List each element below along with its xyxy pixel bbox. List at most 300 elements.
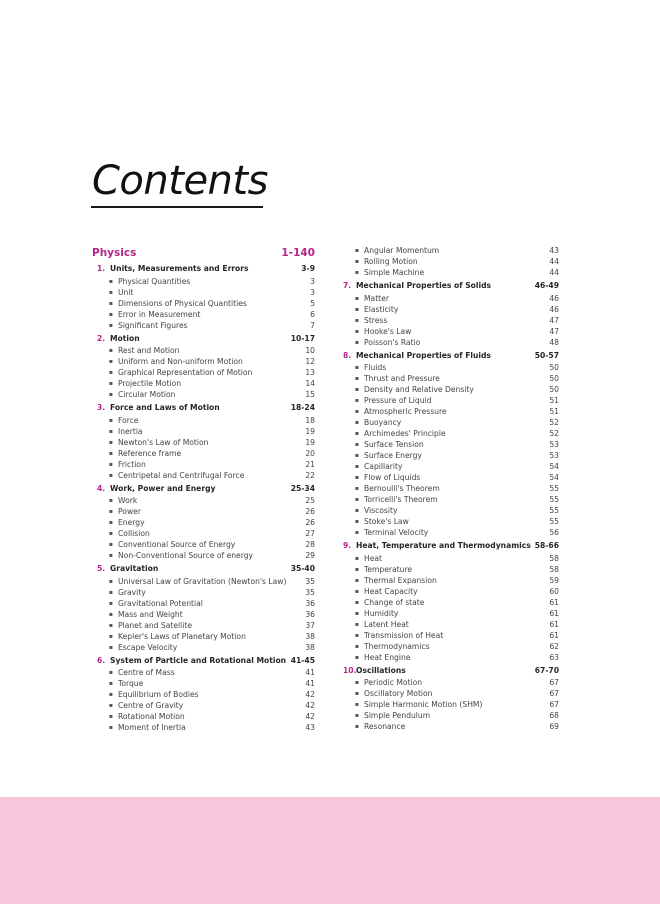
bullet-icon: ▪ xyxy=(354,723,359,730)
topic-title: Physical Quantities xyxy=(118,276,191,286)
bullet-icon: ▪ xyxy=(354,408,359,415)
topic-row xyxy=(338,619,559,630)
topic-page: 29 xyxy=(305,551,315,560)
bullet-icon: ▪ xyxy=(108,288,113,296)
bullet-icon: ▪ xyxy=(108,669,113,676)
topic-row xyxy=(92,517,315,528)
topic-row xyxy=(338,575,559,586)
topic-title: Significant Figures xyxy=(118,320,188,330)
topic-title: Pressure of Liquid xyxy=(364,396,432,405)
bullet-icon: ▪ xyxy=(108,310,113,318)
topic-page: 21 xyxy=(305,459,315,469)
topic-title: Torque xyxy=(118,679,144,688)
chapter-row xyxy=(92,563,315,575)
topic-page: 55 xyxy=(549,495,559,504)
topic-row xyxy=(338,362,559,373)
topic-page: 58 xyxy=(549,564,559,574)
chapter-number: 1. xyxy=(97,264,106,273)
topic-row xyxy=(338,304,559,315)
topic-row xyxy=(338,461,559,472)
bullet-icon: ▪ xyxy=(354,430,359,437)
bullet-icon: ▪ xyxy=(108,632,113,640)
bullet-icon: ▪ xyxy=(354,653,359,661)
topic-title: Oscillatory Motion xyxy=(364,689,433,698)
bullet-icon: ▪ xyxy=(354,247,359,254)
topic-page: 3 xyxy=(310,276,315,286)
topic-page: 50 xyxy=(549,363,559,372)
chapter-title: Force and Laws of Motion xyxy=(110,403,220,412)
topic-row xyxy=(338,326,559,337)
topic-page: 19 xyxy=(305,426,315,436)
topic-page: 52 xyxy=(549,429,559,438)
title-underline xyxy=(91,206,263,208)
chapter-pages: 58-66 xyxy=(534,541,559,550)
topic-page: 7 xyxy=(310,320,315,330)
chapter-pages: 50-57 xyxy=(534,350,559,360)
topic-row xyxy=(92,598,315,609)
subject-name: Physics xyxy=(92,247,137,259)
topic-row xyxy=(92,528,315,539)
topic-title: Temperature xyxy=(364,564,413,574)
topic-page: 61 xyxy=(549,619,559,629)
topic-row xyxy=(338,483,559,494)
chapter-pages: 18-24 xyxy=(290,403,315,412)
topic-page: 55 xyxy=(549,506,559,515)
bullet-icon: ▪ xyxy=(108,530,113,537)
topic-row xyxy=(338,688,559,699)
topic-title: Bernoulli's Theorem xyxy=(364,484,440,493)
chapter-number: 7. xyxy=(343,281,352,290)
topic-page: 12 xyxy=(305,357,315,366)
topic-page: 41 xyxy=(305,679,315,688)
topic-page: 63 xyxy=(549,652,559,662)
bullet-icon: ▪ xyxy=(354,587,359,595)
bullet-icon: ▪ xyxy=(354,364,359,371)
topic-title: Unit xyxy=(118,287,134,297)
topic-row xyxy=(338,384,559,395)
topic-title: Archimedes' Principle xyxy=(364,429,446,438)
topic-page: 44 xyxy=(549,268,559,277)
topic-title: Fluids xyxy=(364,363,387,372)
topic-page: 67 xyxy=(549,700,559,709)
topic-row xyxy=(92,678,315,689)
chapter-number: 3. xyxy=(97,403,106,412)
topic-page: 59 xyxy=(549,575,559,585)
chapter-title: Mechanical Properties of Fluids xyxy=(356,350,491,360)
topic-row xyxy=(338,677,559,688)
topic-title: Moment of Inertia xyxy=(118,723,186,732)
chapter-title: Gravitation xyxy=(110,564,159,573)
topic-row xyxy=(338,315,559,326)
topic-row xyxy=(338,450,559,461)
topic-page: 51 xyxy=(549,407,559,416)
topic-page: 48 xyxy=(549,337,559,347)
topic-title: Flow of Liquids xyxy=(364,473,421,482)
bullet-icon: ▪ xyxy=(354,529,359,536)
topic-title: Non-Conventional Source of energy xyxy=(118,551,254,560)
topic-title: Escape Velocity xyxy=(118,642,178,652)
bullet-icon: ▪ xyxy=(354,598,359,606)
topic-row xyxy=(92,495,315,506)
topic-row xyxy=(338,245,559,256)
bullet-icon: ▪ xyxy=(354,518,359,525)
chapter-title: Mechanical Properties of Solids xyxy=(356,281,492,290)
chapter-row xyxy=(92,333,315,345)
bullet-icon: ▪ xyxy=(354,397,359,404)
topic-row xyxy=(338,406,559,417)
topic-title: Gravitational Potential xyxy=(118,598,203,608)
topic-row xyxy=(92,711,315,722)
topic-title: Matter xyxy=(364,293,389,303)
bullet-icon: ▪ xyxy=(354,386,359,393)
topic-row xyxy=(92,470,315,481)
topic-row xyxy=(338,494,559,505)
bullet-icon: ▪ xyxy=(108,680,113,687)
topic-title: Newton's Law of Motion xyxy=(118,437,209,447)
topic-page: 67 xyxy=(549,678,559,687)
bullet-icon: ▪ xyxy=(354,631,359,639)
topic-page: 67 xyxy=(549,689,559,698)
topic-title: Dimensions of Physical Quantities xyxy=(118,298,247,308)
chapter-row xyxy=(92,483,315,495)
bullet-icon: ▪ xyxy=(354,338,359,346)
bullet-icon: ▪ xyxy=(354,316,359,324)
topic-page: 37 xyxy=(305,620,315,630)
bullet-icon: ▪ xyxy=(108,438,113,446)
topic-page: 6 xyxy=(310,309,315,319)
topic-page: 69 xyxy=(549,722,559,731)
topic-row xyxy=(92,345,315,356)
topic-page: 68 xyxy=(549,711,559,720)
bullet-icon: ▪ xyxy=(354,690,359,697)
bullet-icon: ▪ xyxy=(108,599,113,607)
topic-row xyxy=(92,298,315,309)
bullet-icon: ▪ xyxy=(108,577,113,585)
topic-page: 22 xyxy=(305,470,315,480)
topic-page: 54 xyxy=(549,462,559,471)
bullet-icon: ▪ xyxy=(108,391,113,398)
topic-row xyxy=(92,722,315,733)
chapter-title: System of Particle and Rotational Motion xyxy=(110,655,287,665)
topic-row xyxy=(92,550,315,561)
topic-row xyxy=(92,631,315,642)
topic-row xyxy=(338,293,559,304)
topic-title: Thrust and Pressure xyxy=(364,374,440,383)
topic-title: Rest and Motion xyxy=(118,346,180,355)
topic-title: Thermodynamics xyxy=(364,641,430,651)
topic-title: Friction xyxy=(118,459,146,469)
topic-row xyxy=(92,276,315,287)
topic-title: Centre of Mass xyxy=(118,668,175,677)
bullet-icon: ▪ xyxy=(354,620,359,628)
topic-page: 35 xyxy=(305,587,315,597)
topic-page: 53 xyxy=(549,440,559,449)
topic-row xyxy=(338,256,559,267)
topic-title: Gravity xyxy=(118,587,146,597)
topic-row xyxy=(338,373,559,384)
topic-row xyxy=(92,700,315,711)
topic-row xyxy=(338,527,559,538)
topic-row xyxy=(338,597,559,608)
topic-row xyxy=(338,417,559,428)
topic-page: 42 xyxy=(305,690,315,699)
topic-page: 18 xyxy=(305,415,315,425)
topic-page: 15 xyxy=(305,390,315,399)
bullet-icon: ▪ xyxy=(108,380,113,387)
bullet-icon: ▪ xyxy=(354,474,359,481)
bullet-icon: ▪ xyxy=(108,449,113,457)
subject-header xyxy=(92,245,315,261)
topic-page: 50 xyxy=(549,385,559,394)
bullet-icon: ▪ xyxy=(354,576,359,584)
topic-title: Buoyancy xyxy=(364,418,402,427)
chapter-title: Motion xyxy=(110,333,140,343)
topic-row xyxy=(338,553,559,564)
bullet-icon: ▪ xyxy=(108,713,113,720)
topic-page: 62 xyxy=(549,641,559,651)
topic-title: Rolling Motion xyxy=(364,257,418,266)
chapter-row xyxy=(92,655,315,667)
bullet-icon: ▪ xyxy=(108,277,113,285)
chapter-pages: 3-9 xyxy=(301,264,315,273)
topic-page: 5 xyxy=(310,298,315,308)
topic-title: Humidity xyxy=(364,608,399,618)
topic-page: 38 xyxy=(305,642,315,652)
chapter-number: 8. xyxy=(343,350,352,360)
topic-row xyxy=(338,699,559,710)
topic-row xyxy=(92,642,315,653)
topic-page: 50 xyxy=(549,374,559,383)
topic-title: Transmission of Heat xyxy=(364,630,444,640)
chapter-number: 5. xyxy=(97,564,106,573)
topic-title: Energy xyxy=(118,518,145,527)
topic-title: Angular Momentum xyxy=(364,246,440,255)
topic-row xyxy=(92,320,315,331)
topic-title: Work xyxy=(118,496,138,505)
bullet-icon: ▪ xyxy=(108,508,113,515)
topic-row xyxy=(92,426,315,437)
bullet-icon: ▪ xyxy=(354,305,359,313)
topic-title: Error in Measurement xyxy=(118,309,201,319)
bullet-icon: ▪ xyxy=(108,621,113,629)
bullet-icon: ▪ xyxy=(354,642,359,650)
topic-title: Centripetal and Centrifugal Force xyxy=(118,470,245,480)
bullet-icon: ▪ xyxy=(108,552,113,559)
topic-page: 43 xyxy=(549,246,559,255)
topic-title: Uniform and Non-uniform Motion xyxy=(118,357,243,366)
chapter-row xyxy=(338,280,559,292)
topic-title: Collision xyxy=(118,529,150,538)
topic-title: Latent Heat xyxy=(364,619,409,629)
topic-page: 36 xyxy=(305,609,315,619)
topic-title: Equilibrium of Bodies xyxy=(118,690,199,699)
bullet-icon: ▪ xyxy=(108,643,113,651)
bullet-icon: ▪ xyxy=(354,712,359,719)
topic-page: 54 xyxy=(549,473,559,482)
topic-page: 36 xyxy=(305,598,315,608)
topic-row xyxy=(92,448,315,459)
chapter-row xyxy=(338,540,559,552)
contents-column-right xyxy=(338,245,559,732)
topic-title: Hooke's Law xyxy=(364,326,412,336)
chapter-pages: 10-17 xyxy=(290,333,315,343)
topic-page: 42 xyxy=(305,712,315,721)
topic-page: 38 xyxy=(305,631,315,641)
chapter-number: 10. xyxy=(343,665,357,675)
topic-row xyxy=(338,710,559,721)
topic-page: 58 xyxy=(549,553,559,563)
topic-row xyxy=(92,389,315,400)
topic-title: Terminal Velocity xyxy=(364,528,429,537)
topic-page: 52 xyxy=(549,418,559,427)
topic-row xyxy=(92,506,315,517)
chapter-title: Heat, Temperature and Thermodynamics xyxy=(356,541,531,550)
topic-row xyxy=(338,586,559,597)
topic-page: 61 xyxy=(549,630,559,640)
topic-row xyxy=(92,609,315,620)
bullet-icon: ▪ xyxy=(354,375,359,382)
topic-title: Heat Capacity xyxy=(364,586,418,596)
chapter-title: Oscillations xyxy=(356,665,406,675)
topic-title: Surface Tension xyxy=(364,440,424,449)
topic-title: Graphical Representation of Motion xyxy=(118,368,253,377)
topic-page: 43 xyxy=(305,723,315,732)
footer-band xyxy=(0,797,660,904)
topic-title: Thermal Expansion xyxy=(364,575,437,585)
topic-page: 10 xyxy=(305,346,315,355)
topic-title: Elasticity xyxy=(364,304,399,314)
bullet-icon: ▪ xyxy=(354,496,359,503)
topic-row xyxy=(92,287,315,298)
topic-title: Stoke's Law xyxy=(364,517,409,526)
topic-page: 13 xyxy=(305,368,315,377)
topic-title: Planet and Satellite xyxy=(118,620,193,630)
topic-title: Poisson's Ratio xyxy=(364,337,421,347)
topic-title: Projectile Motion xyxy=(118,379,182,388)
topic-title: Simple Harmonic Motion (SHM) xyxy=(364,700,483,709)
topic-page: 26 xyxy=(305,507,315,516)
bullet-icon: ▪ xyxy=(108,460,113,468)
topic-page: 26 xyxy=(305,518,315,527)
topic-title: Conventional Source of Energy xyxy=(118,540,236,549)
chapter-pages: 41-45 xyxy=(290,655,315,665)
topic-title: Surface Energy xyxy=(364,451,422,460)
topic-page: 47 xyxy=(549,315,559,325)
chapter-number: 2. xyxy=(97,333,106,343)
subject-pages: 1-140 xyxy=(281,247,315,259)
topic-title: Stress xyxy=(364,315,388,325)
topic-page: 56 xyxy=(549,528,559,537)
topic-page: 47 xyxy=(549,326,559,336)
topic-page: 14 xyxy=(305,379,315,388)
topic-page: 53 xyxy=(549,451,559,460)
topic-page: 25 xyxy=(305,496,315,505)
bullet-icon: ▪ xyxy=(108,519,113,526)
topic-title: Heat Engine xyxy=(364,652,411,662)
topic-row xyxy=(92,437,315,448)
topic-row xyxy=(92,587,315,598)
topic-title: Density and Relative Density xyxy=(364,385,474,394)
topic-page: 44 xyxy=(549,257,559,266)
topic-row xyxy=(338,439,559,450)
topic-title: Universal Law of Gravitation (Newton's Law) xyxy=(118,576,287,586)
bullet-icon: ▪ xyxy=(354,609,359,617)
topic-title: Change of state xyxy=(364,597,425,607)
topic-title: Centre of Gravity xyxy=(118,701,184,710)
bullet-icon: ▪ xyxy=(108,299,113,307)
topic-row xyxy=(338,472,559,483)
topic-page: 41 xyxy=(305,668,315,677)
topic-title: Force xyxy=(118,415,139,425)
chapter-row xyxy=(338,350,559,362)
topic-row xyxy=(92,620,315,631)
topic-title: Power xyxy=(118,507,141,516)
topic-row xyxy=(338,608,559,619)
topic-row xyxy=(338,267,559,278)
chapter-row xyxy=(92,263,315,275)
topic-title: Periodic Motion xyxy=(364,678,423,687)
topic-title: Resonance xyxy=(364,722,406,731)
chapter-pages: 67-70 xyxy=(534,665,559,675)
topic-row xyxy=(338,721,559,732)
topic-page: 27 xyxy=(305,529,315,538)
bullet-icon: ▪ xyxy=(354,441,359,448)
topic-title: Circular Motion xyxy=(118,390,176,399)
bullet-icon: ▪ xyxy=(108,347,113,354)
topic-row xyxy=(338,641,559,652)
bullet-icon: ▪ xyxy=(354,419,359,426)
topic-page: 46 xyxy=(549,304,559,314)
bullet-icon: ▪ xyxy=(108,702,113,709)
chapter-title: Units, Measurements and Errors xyxy=(110,264,249,273)
topic-page: 61 xyxy=(549,597,559,607)
bullet-icon: ▪ xyxy=(108,724,113,731)
topic-row xyxy=(92,309,315,320)
topic-row xyxy=(338,516,559,527)
topic-row xyxy=(92,378,315,389)
bullet-icon: ▪ xyxy=(108,588,113,596)
bullet-icon: ▪ xyxy=(108,610,113,618)
bullet-icon: ▪ xyxy=(354,463,359,470)
bullet-icon: ▪ xyxy=(108,497,113,504)
bullet-icon: ▪ xyxy=(108,358,113,365)
topic-title: Kepler's Laws of Planetary Motion xyxy=(118,631,246,641)
page-title: Contents xyxy=(92,158,268,204)
chapter-pages: 25-34 xyxy=(290,483,315,493)
topic-row xyxy=(92,689,315,700)
topic-title: Reference frame xyxy=(118,448,182,458)
bullet-icon: ▪ xyxy=(354,452,359,459)
topic-page: 35 xyxy=(305,576,315,586)
topic-title: Atmospheric Pressure xyxy=(364,407,447,416)
topic-row xyxy=(338,652,559,663)
bullet-icon: ▪ xyxy=(354,327,359,335)
bullet-icon: ▪ xyxy=(354,565,359,573)
bullet-icon: ▪ xyxy=(108,541,113,548)
topic-row xyxy=(338,395,559,406)
chapter-row xyxy=(92,402,315,414)
topic-row xyxy=(338,337,559,348)
topic-title: Mass and Weight xyxy=(118,609,183,619)
bullet-icon: ▪ xyxy=(108,427,113,435)
bullet-icon: ▪ xyxy=(108,321,113,329)
bullet-icon: ▪ xyxy=(354,269,359,276)
chapter-number: 4. xyxy=(97,483,106,493)
topic-row xyxy=(92,415,315,426)
topic-row xyxy=(92,356,315,367)
bullet-icon: ▪ xyxy=(354,294,359,302)
chapter-number: 6. xyxy=(97,655,106,665)
